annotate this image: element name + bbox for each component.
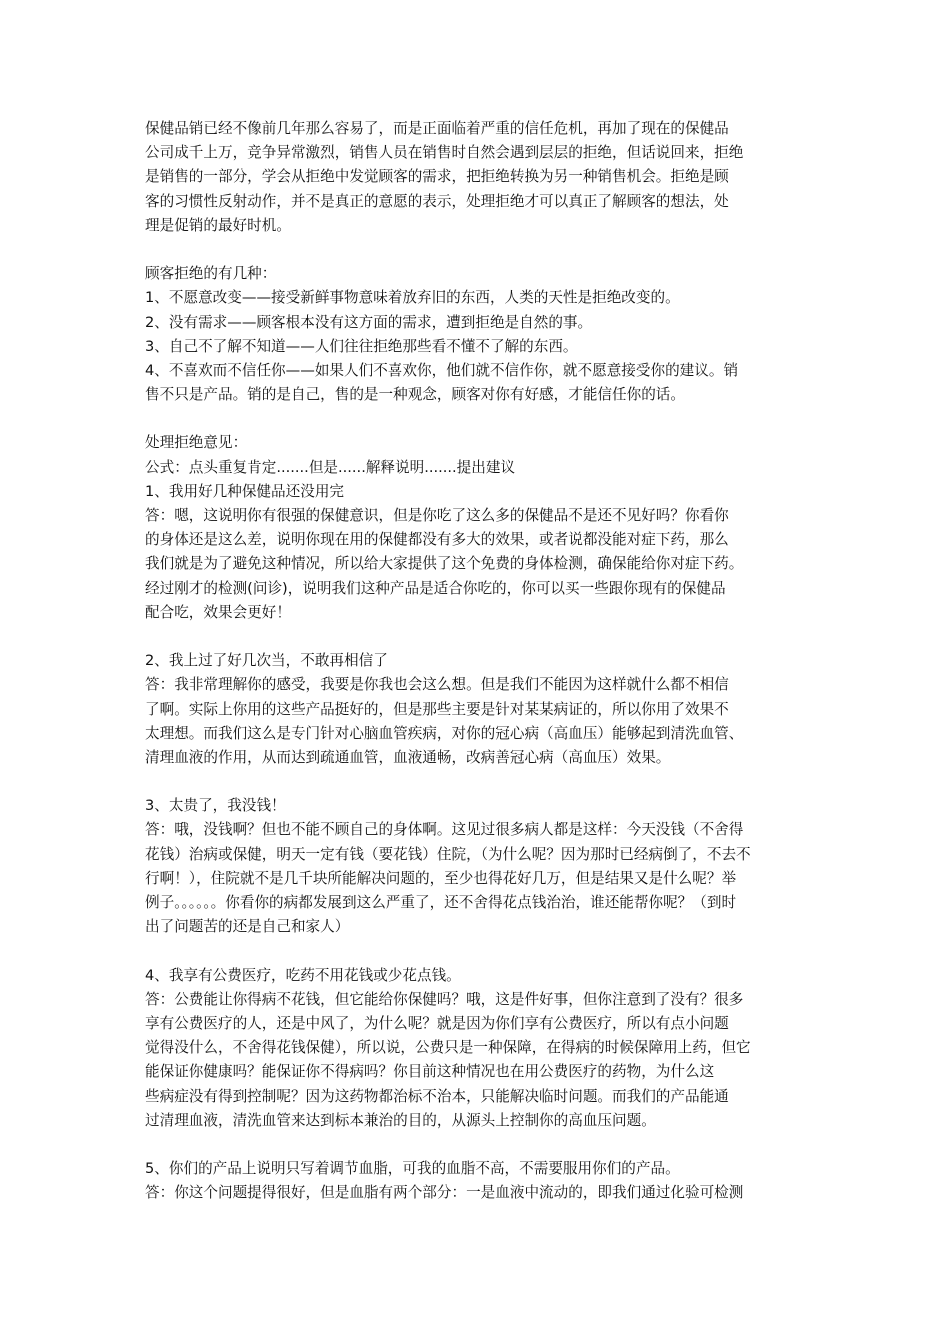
paragraph [145, 262, 809, 407]
text-line: 售不只是产品。销的是自己，售的是一种观念，顾客对你有好感，才能信任你的话。 [145, 386, 685, 404]
text-line: 过清理血液，清洗血管来达到标本兼治的目的，从源头上控制你的高血压问题。 [145, 1111, 656, 1129]
text-line: 答：你这个问题提得很好，但是血脂有两个部分：一是血液中流动的，即我们通过化验可检测 [145, 1184, 744, 1202]
text-line: 些病症没有得到控制呢？因为这药物都治标不治本，只能解决临时问题。而我们的产品能通 [145, 1087, 729, 1105]
text-line: 配合吃，效果会更好！ [145, 603, 291, 621]
text-line: 能保证你健康吗？能保证你不得病吗？你目前这种情况也在用公费医疗的药物，为什么这 [145, 1063, 715, 1081]
text-line: 清理血液的作用，从而达到疏通血管，血液通畅，改病善冠心病（高血压）效果。 [145, 748, 671, 766]
paragraph [145, 117, 809, 238]
paragraph-gap [145, 1133, 809, 1157]
text-line: 5、你们的产品上说明只写着调节血脂，可我的血脂不高，不需要服用你们的产品。 [145, 1160, 680, 1178]
text-line: 4、我享有公费医疗，吃药不用花钱或少花点钱。 [145, 966, 461, 984]
text-line: 经过刚才的检测(问诊)，说明我们这种产品是适合你吃的，你可以买一些跟你现有的保健品 [145, 579, 726, 597]
paragraph-gap [145, 238, 809, 262]
text-line: 觉得没什么，不舍得花钱保健），所以说，公费只是一种保障，在得病的时候保障用上药，但它 [145, 1039, 751, 1057]
text-line: 花钱）治病或保健，明天一定有钱（要花钱）住院，（为什么呢？因为那时已经病倒了，不去不 [145, 845, 751, 863]
text-line: 客的习惯性反射动作，并不是真正的意愿的表示，处理拒绝才可以真正了解顾客的想法，处 [145, 192, 729, 210]
paragraph-gap [145, 770, 809, 794]
text-line: 2、没有需求——顾客根本没有这方面的需求，遭到拒绝是自然的事。 [145, 313, 593, 331]
text-line: 处理拒绝意见： [145, 434, 248, 452]
text-line: 答：哦，没钱啊？但也不能不顾自己的身体啊。这见过很多病人都是这样：今天没钱（不舍得 [145, 821, 744, 839]
text-line: 理是促销的最好时机。 [145, 216, 291, 234]
text-line: 是销售的一部分，学会从拒绝中发觉顾客的需求，把拒绝转换为另一种销售机会。拒绝是顾 [145, 168, 729, 186]
paragraph [145, 649, 809, 770]
text-line: 答：嗯，这说明你有很强的保健意识，但是你吃了这么多的保健品不是还不见好吗？你看你 [145, 507, 729, 524]
paragraph [145, 1157, 809, 1205]
paragraph [145, 794, 809, 939]
text-line: 答：公费能让你得病不花钱，但它能给你保健吗？哦，这是件好事，但你注意到了没有？很多 [145, 990, 744, 1008]
text-line: 的身体还是这么差，说明你现在用的保健都没有多大的效果，或者说都没能对症下药，那么 [145, 531, 729, 549]
text-line: 我们就是为了避免这种情况，所以给大家提供了这个免费的身体检测，确保能给你对症下药。 [145, 555, 744, 573]
paragraph-gap [145, 625, 809, 649]
text-line: 公式：点头重复肯定.......但是......解释说明.......提出建议 [145, 458, 516, 476]
text-line: 太理想。而我们这么是专门针对心脑血管疾病，对你的冠心病（高血压）能够起到清洗血管、 [145, 724, 744, 742]
paragraph [145, 964, 809, 1133]
text-line: 了啊。实际上你用的这些产品挺好的，但是那些主要是针对某某病证的，所以你用了效果不 [145, 700, 729, 718]
text-line: 出了问题苦的还是自己和家人） [145, 918, 350, 936]
paragraph-gap [145, 407, 809, 431]
text-line: 4、不喜欢而不信任你——如果人们不喜欢你，他们就不信作你，就不愿意接受你的建议。销 [145, 361, 739, 379]
text-line: 3、太贵了，我没钱！ [145, 797, 286, 815]
paragraph-gap [145, 939, 809, 963]
document-body [145, 117, 809, 1205]
text-line: 例子。。。。。。你看你的病都发展到这么严重了，还不舍得花点钱治治，谁还能帮你呢？（到时 [145, 894, 737, 911]
text-line: 1、不愿意改变——接受新鲜事物意味着放弃旧的东西，人类的天性是拒绝改变的。 [145, 289, 680, 307]
paragraph [145, 431, 809, 625]
text-line: 1、我用好几种保健品还没用完 [145, 482, 345, 500]
text-line: 2、我上过了好几次当，不敢再相信了 [145, 652, 388, 670]
text-line: 公司成千上万，竞争异常激烈，销售人员在销售时自然会遇到层层的拒绝，但话说回来，拒绝 [145, 144, 744, 162]
text-line: 答：我非常理解你的感受，我要是你我也会这么想。但是我们不能因为这样就什么都不相信 [145, 676, 729, 694]
text-line: 顾客拒绝的有几种： [145, 265, 277, 283]
text-line: 保健品销已经不像前几年那么容易了，而是正面临着严重的信任危机，再加了现在的保健品 [145, 120, 729, 137]
text-line: 3、自己不了解不知道——人们往往拒绝那些看不懂不了解的东西。 [145, 337, 578, 355]
text-line: 享有公费医疗的人，还是中风了，为什么呢？就是因为你们享有公费医疗，所以有点小问题 [145, 1014, 729, 1032]
text-line: 行啊！），住院就不是几千块所能解决问题的，至少也得花好几万，但是结果又是什么呢？举 [145, 869, 737, 887]
